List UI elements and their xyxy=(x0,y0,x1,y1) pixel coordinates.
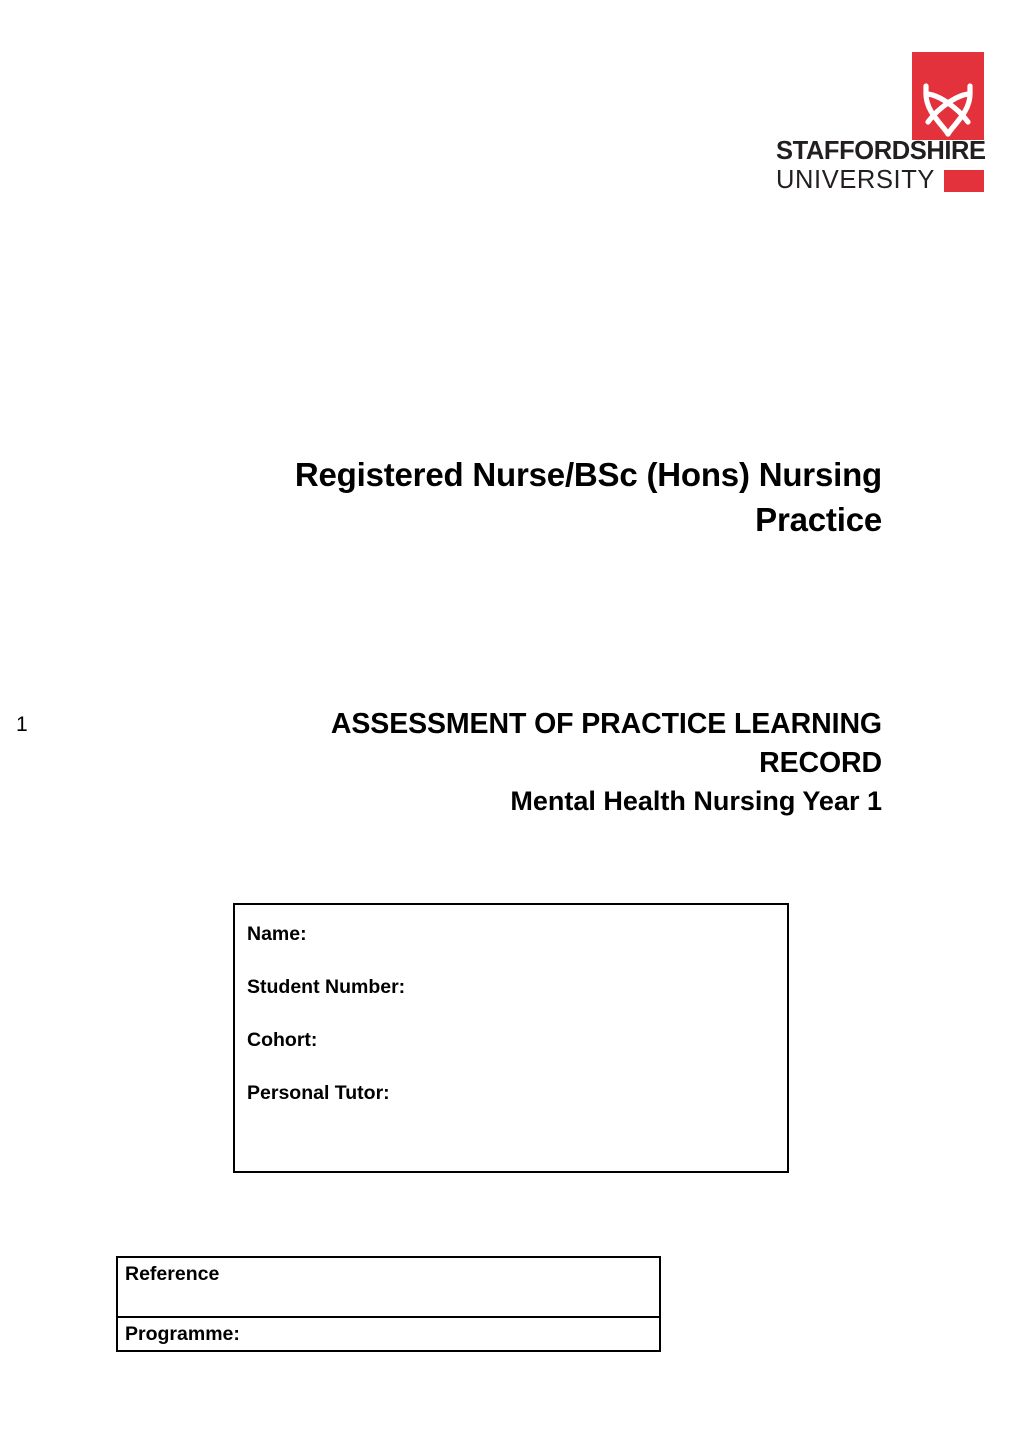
table-row xyxy=(117,1317,660,1351)
section-heading-line-2: RECORD xyxy=(759,747,882,779)
table-row xyxy=(117,1257,660,1317)
page-title-line-1: Registered Nurse/BSc (Hons) Nursing xyxy=(294,456,882,493)
staffordshire-university-logo xyxy=(776,52,984,192)
section-number: 1 xyxy=(16,713,28,736)
section-heading xyxy=(200,705,882,783)
section-heading-line-1: ASSESSMENT OF PRACTICE LEARNING xyxy=(330,708,882,740)
logo-red-bar xyxy=(944,170,984,192)
page-title-line-2: Practice xyxy=(755,501,882,538)
page-title xyxy=(200,452,882,542)
student-details-label-student-number: Student Number: xyxy=(247,976,406,998)
student-details-box xyxy=(233,903,789,1173)
reference-table xyxy=(116,1256,661,1352)
logo-line-university: UNIVERSITY xyxy=(776,166,936,194)
logo-wordmark xyxy=(776,138,984,194)
student-details-label-personal-tutor: Personal Tutor: xyxy=(247,1082,390,1104)
section-subheading: Mental Health Nursing Year 1 xyxy=(510,786,882,816)
reference-cell: Reference xyxy=(117,1257,660,1317)
student-details-label-cohort: Cohort: xyxy=(247,1029,318,1051)
logo-line-staffordshire: STAFFORDSHIRE xyxy=(776,137,986,165)
student-details-list xyxy=(247,922,777,1134)
programme-cell: Programme: xyxy=(117,1317,660,1351)
student-details-label-name: Name: xyxy=(247,923,307,945)
staffordshire-knot-icon xyxy=(912,82,984,140)
